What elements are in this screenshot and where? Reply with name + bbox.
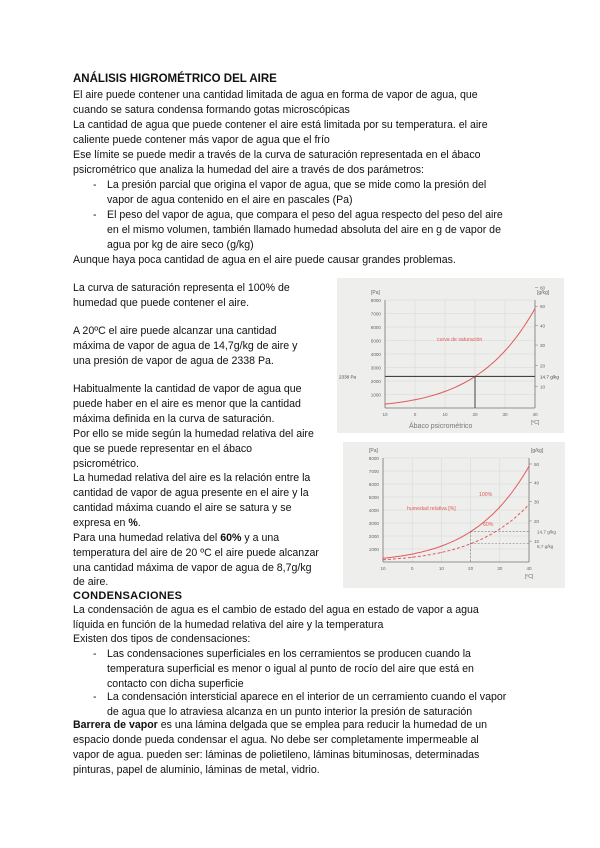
section-heading: CONDENSACIONES [73, 590, 183, 602]
data-point [441, 552, 442, 553]
bullet-line: El peso del vapor de agua, que compara el peso del agua respecto del peso del aire [107, 209, 503, 221]
left-col-line: puede haber en el aire es menor que la cantidad [73, 398, 301, 410]
y-tick-label: 5000 [370, 338, 381, 344]
data-point [414, 399, 415, 400]
intro-line: La cantidad de agua que puede contener el aire está limitada por su temperatura. el aire [73, 119, 488, 131]
y2-tick-label: 30 [540, 343, 546, 349]
bullet-line: La presión parcial que origina el vapor de agua, que se mide como la presión del [107, 179, 487, 191]
data-point [441, 545, 442, 546]
paragraph-line: líquida en función de la humedad relativa del aire y la temperatura [73, 619, 384, 631]
y2-tick-label: 50 [540, 304, 546, 310]
bullet-line: temperatura superficial es menor o igual al punto de rocío del aire que está en [107, 663, 474, 675]
paragraph-line [73, 718, 487, 733]
text-run: es una lámina delgada que se emplea para reducir la humedad de un [160, 719, 488, 731]
bullet-dash: - [93, 209, 97, 221]
intro-line: cuando se satura condensa formando gotas microscópicas [73, 104, 350, 116]
left-col-line: La humedad relativa del aire es la relación entre la [73, 472, 311, 484]
series-label: 60% [483, 522, 494, 528]
y2-axis-label: [g/kg] [531, 448, 544, 454]
x-tick-label: 30 [497, 566, 503, 571]
y-axis-label: [Pa] [371, 290, 380, 296]
bullet-line: en el mismo volumen, también llamado humedad absoluta del aire en g de vapor de [107, 224, 501, 236]
annotation-label: 8,7 g/kg [537, 543, 554, 549]
x-tick-label: 10 [380, 566, 386, 571]
y-tick-label: 1000 [368, 547, 379, 552]
series-label: curva de saturación [437, 337, 483, 343]
y2-tick-label: 40 [534, 480, 540, 486]
x-tick-label: 0 [410, 566, 414, 571]
x-tick-label: 40 [532, 412, 538, 417]
y2-axis-label: [g/kg] [537, 290, 550, 296]
bold-run: % [128, 517, 138, 529]
x-axis-label: [ºC] [525, 574, 534, 580]
left-col-line: La curva de saturación representa el 100% de [73, 282, 290, 294]
data-point [384, 404, 385, 405]
left-col-line: una presión de vapor de agua de 2338 Pa. [73, 355, 274, 367]
bullet-line: Las condensaciones superficiales en los cerramientos se producen cuando la [107, 648, 471, 660]
bold-run: 60% [220, 532, 242, 544]
x-tick-label: 10 [438, 566, 444, 571]
data-point [528, 465, 529, 466]
paragraph-line: pinturas, papel de aluminio, láminas de metal, vidrio. [73, 764, 320, 776]
left-col-line: cantidad de vapor de agua presente en el aire y la [73, 487, 309, 499]
left-col-line: cantidad máxima cuando el aire se satura y se [73, 502, 292, 514]
y-tick-label: 8000 [370, 298, 381, 303]
data-point [412, 553, 413, 554]
text-run: Para una humedad relativa del [73, 532, 218, 544]
y-tick-label: 3000 [368, 521, 379, 526]
y2-tick-label: 10 [534, 539, 540, 545]
y-tick-label: 2000 [370, 379, 381, 384]
annotation-label: 14,7 g/kg [540, 374, 559, 380]
data-point [382, 558, 383, 559]
data-point [499, 528, 500, 529]
intro-line: El aire puede contener una cantidad limitada de agua en forma de vapor de agua, que [73, 89, 478, 101]
y2-tick-label: 20 [540, 363, 546, 369]
y2-tick-label: 50 [534, 461, 540, 467]
x-tick-label: 20 [472, 412, 478, 417]
left-col-line: de aire. [73, 576, 109, 588]
relative-humidity-chart [343, 442, 565, 588]
data-point [444, 391, 445, 392]
x-tick-label: 10 [442, 412, 448, 417]
saturation-chart [337, 278, 564, 433]
left-col-line: máxima de vapor de agua de 14,7g/kg de aire y [73, 340, 298, 352]
data-point [382, 559, 383, 560]
page-title: ANÁLISIS HIGROMÉTRICO DEL AIRE [73, 73, 277, 85]
intro-line: Ese límite se puede medir a través de la curva de saturación representada en el ábaco [73, 149, 481, 161]
x-tick-label: 10 [382, 412, 388, 417]
y-tick-label: 1000 [370, 392, 381, 398]
bullet-line: contacto con dicha superficie [107, 678, 244, 690]
data-point [528, 504, 529, 505]
y-tick-label: 3000 [370, 365, 381, 371]
text-run: y a una [244, 532, 280, 544]
x-tick-label: 40 [526, 566, 532, 571]
y2-tick-label: 40 [540, 323, 546, 329]
bullet-line: de agua que lo atraviesa alcanza en un punto interior la presión de saturación [107, 706, 473, 718]
left-col-line: A 20ºC el aire puede alcanzar una cantidad [73, 325, 277, 337]
legend-label: humedad relativa [%] [407, 506, 456, 512]
intro-line: psicrométrico que analiza la humedad del aire a través de dos parámetros: [73, 164, 424, 176]
left-col-line: máxima definida en la curva de saturación. [73, 413, 275, 425]
left-col-line: que se puede representar en el ábaco [73, 443, 253, 455]
x-tick-label: 0 [413, 412, 417, 417]
data-point [534, 308, 535, 309]
text-run: expresa en [73, 517, 126, 529]
y-tick-label: 4000 [368, 508, 379, 513]
text-run: . [137, 517, 141, 529]
y-tick-label: 4000 [370, 352, 381, 357]
bullet-line: agua por kg de aire seco (g/kg) [107, 239, 254, 251]
y-tick-label: 8000 [368, 456, 379, 461]
bullet-dash: - [93, 648, 97, 660]
annotation-label: 2338 Pa [339, 374, 357, 380]
data-point [499, 506, 500, 507]
y-tick-label: 6000 [368, 482, 379, 487]
left-col-line [73, 516, 141, 531]
left-col-line: temperatura del aire de 20 ºC el aire puede alcanzar [73, 547, 319, 559]
annotation-label: 14,7 g/kg [537, 529, 556, 535]
bullet-line: vapor de agua contenido en el aire en pascales (Pa) [107, 194, 353, 206]
y-tick-label: 7000 [370, 311, 381, 317]
x-axis-label: [ºC] [531, 420, 540, 426]
data-point [412, 557, 413, 558]
left-col-line: psicrométrico. [73, 458, 139, 470]
paragraph-line: espacio donde pueda condensar el agua. No debe ser completamente impermeable al [73, 734, 479, 746]
bullet-dash: - [93, 179, 97, 191]
bullet-dash: - [93, 691, 97, 703]
x-tick-label: 20 [468, 566, 474, 571]
y-tick-label: 5000 [368, 495, 379, 500]
y-tick-label: 6000 [370, 325, 381, 330]
y-tick-label: 2000 [368, 534, 379, 539]
left-col-line: Por ello se mide según la humedad relativa del aire [73, 428, 314, 440]
data-point [504, 350, 505, 351]
paragraph-line: Existen dos tipos de condensaciones: [73, 633, 251, 645]
y2-tick-label: 10 [540, 384, 546, 390]
x-tick-label: 30 [502, 412, 508, 417]
paragraph-line: vapor de agua. pueden ser: láminas de polietileno, láminas bituminosas, determinadas [73, 749, 480, 761]
y-axis-label: [Pa] [369, 448, 378, 454]
intro-line: caliente puede contener más vapor de agua que el frío [73, 134, 330, 146]
series-label: 100% [479, 492, 493, 498]
paragraph-line: Aunque haya poca cantidad de agua en el aire puede causar grandes problemas. [73, 254, 456, 266]
left-col-line [73, 531, 279, 546]
left-col-line: una cantidad máxima de vapor de agua de 8,7g/kg [73, 562, 312, 574]
bullet-line: La condensación intersticial aparece en el interior de un cerramiento cuando el vapor [107, 691, 507, 703]
y2-tick-label: 60 [540, 285, 546, 291]
y-tick-label: 7000 [368, 469, 379, 474]
y2-tick-label: 30 [534, 499, 540, 505]
left-col-line: Habitualmente la cantidad de vapor de agua que [73, 383, 302, 395]
paragraph-line: La condensación de agua es el cambio de estado del agua en estado de vapor a agua [73, 604, 479, 616]
left-col-line: humedad que puede contener el aire. [73, 297, 250, 309]
chart-title: Ábaco psicrométrico [409, 423, 473, 430]
y2-tick-label: 20 [534, 518, 540, 524]
bold-run: Barrera de vapor [73, 719, 158, 731]
